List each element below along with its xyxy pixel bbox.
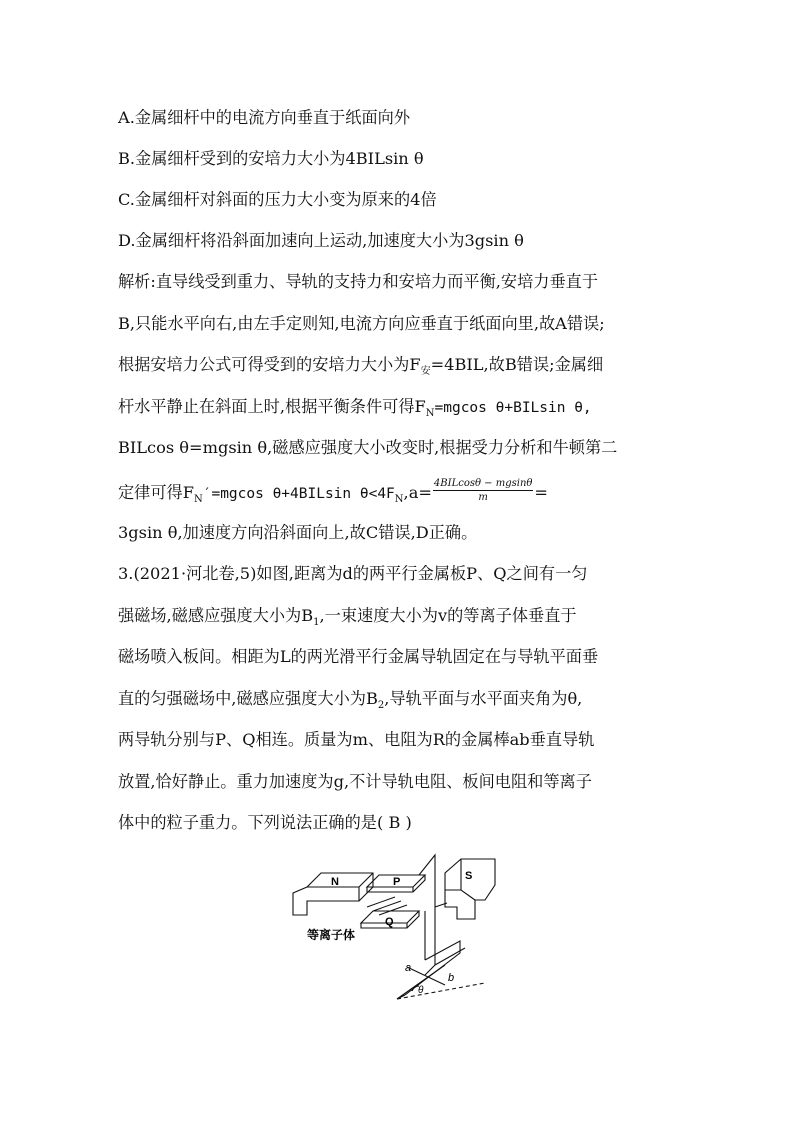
option-b: B.金属细杆受到的安培力大小为4BILsin θ [118,149,424,168]
subscript-n-2: N [394,494,404,505]
solution-line-1: 解析:直导线受到重力、导轨的支持力和安培力而平衡,安培力垂直于 [118,272,599,291]
option-d: D.金属细杆将沿斜面加速向上运动,加速度大小为3gsin θ [118,231,524,250]
solution-line-6 [118,480,548,507]
solution-line-6-a: ,a= [403,483,432,502]
solution-line-4-text: 杆水平静止在斜面上时,根据平衡条件可得F [118,397,426,416]
question-line-2 [118,605,577,627]
label-theta: θ [418,985,424,996]
subscript-n: N [425,408,435,419]
question-line-1: 3.(2021·河北卷,5)如图,距离为d的两平行金属板P、Q之间有一匀 [118,564,588,583]
solution-line-3 [118,354,603,376]
solution-line-3-text: 根据安培力公式可得受到的安培力大小为F [118,355,421,374]
label-s: S [465,870,473,882]
solution-line-6-text: 定律可得F [118,483,194,502]
solution-line-3-rest: =4BIL,故B错误;金属细 [430,355,604,374]
subscript-2: 2 [377,700,385,711]
question-line-7: 体中的粒子重力。下列说法正确的是( B ) [118,813,412,832]
label-plasma: 等离子体 [307,928,356,942]
question-line-6: 放置,恰好静止。重力加速度为g,不计导轨电阻、板间电阻和等离子 [118,772,592,791]
question-line-4 [118,688,582,710]
question-line-3: 磁场喷入板间。相距为L的两光滑平行金属导轨固定在与导轨平面垂 [118,647,599,666]
solution-line-7: 3gsin θ,加速度方向沿斜面向上,故C错误,D正确。 [118,523,478,542]
question-line-4-rest: ,导轨平面与水平面夹角为θ, [384,689,583,708]
question-line-5: 两导轨分别与P、Q相连。质量为m、电阻为R的金属棒ab垂直导轨 [118,730,595,749]
option-a: A.金属细杆中的电流方向垂直于纸面向外 [118,108,411,127]
question-line-4-text: 直的匀强磁场中,磁感应强度大小为B [118,689,378,708]
label-n: N [331,876,339,888]
subscript-1: 1 [313,617,320,628]
label-a: a [405,962,412,974]
solution-line-6-formula: ′=mgcos θ+4BILsin θ<4F [202,486,395,502]
subscript-n-prime: N [193,494,203,505]
acceleration-fraction [433,477,534,504]
label-b: b [448,972,455,984]
plasma-arrows [367,897,407,915]
fraction-numerator: 4BILcosθ − mgsinθ [433,478,533,489]
subscript-an: 安 [420,366,431,377]
question-line-2-rest: ,一束速度大小为v的等离子体垂直于 [319,606,577,625]
label-q: Q [385,916,394,928]
vertical-rail [419,855,447,975]
solution-line-2: B,只能水平向右,由左手定则知,电流方向应垂直于纸面向里,故A错误; [118,314,605,333]
solution-line-4 [118,396,592,419]
physics-diagram [285,845,505,1010]
question-line-2-text: 强磁场,磁感应强度大小为B [118,606,314,625]
solution-line-6-equals: = [534,483,548,502]
magnet-s [445,859,495,919]
fraction-denominator: m [478,492,488,503]
solution-line-5: BILcos θ=mgsin θ,磁感应强度大小改变时,根据受力分析和牛顿第二 [118,438,618,457]
label-p: P [393,876,401,888]
solution-line-4-formula: =mgcos θ+BILsin θ, [434,400,592,416]
option-c: C.金属细杆对斜面的压力大小变为原来的4倍 [118,190,437,209]
